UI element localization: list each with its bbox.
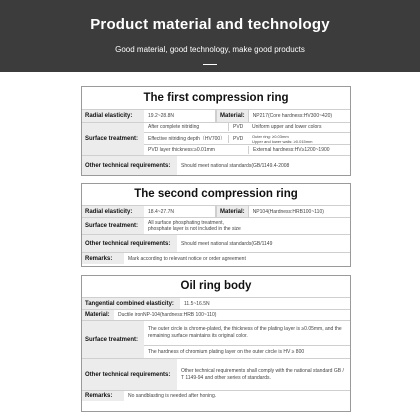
radial-material-row (82, 109, 350, 122)
remarks-row (82, 252, 350, 264)
page-subtitle: Good material, good technology, make good products (115, 45, 305, 54)
material-value: NP217(Core hardness:HV300~420) (252, 113, 333, 119)
other-row (82, 234, 350, 252)
surface-cell: The outer circle is chrome-plated, the thickness of the plating layer is ≥0.05mm, and the remaining surface maintains its original color. (148, 326, 342, 340)
tangential-value: 11.5~16.5N (184, 300, 210, 307)
surface-cell: PVD layer thickness:≥0.01mm (148, 147, 215, 154)
radial-value: 19.2~28.8N (144, 110, 216, 122)
material-label: Material: (216, 206, 249, 217)
surface-row (82, 122, 350, 155)
surface-cell: After complete nitriding (148, 124, 200, 131)
material-row (82, 309, 350, 320)
other-row (82, 155, 350, 175)
other-value: Other technical requirements shall comply with the national standard GB / T 1149-94 and other series of standards. (181, 367, 344, 381)
header-banner (0, 0, 420, 72)
surface-line: phosphate layer is not included in the size (148, 226, 241, 232)
card-title: Oil ring body (180, 280, 252, 292)
remarks-label: Remarks: (82, 391, 124, 401)
surface-label: Surface treatment: (82, 123, 144, 155)
surface-cell (248, 133, 316, 145)
other-label: Other technical requirements: (82, 156, 177, 175)
remarks-row (82, 390, 350, 401)
surface-line: All surface phosphating treatment, (148, 220, 224, 226)
second-compression-ring-card (81, 183, 351, 267)
surface-value (144, 218, 350, 234)
radial-value: 18.4~27.7N (144, 206, 216, 217)
other-label: Other technical requirements: (82, 235, 177, 252)
remarks-value: No sandblasting is needed after honing. (128, 393, 217, 399)
surface-cell: Uniform upper and lower colors (252, 124, 322, 131)
remarks-label: Remarks: (82, 253, 124, 264)
radial-label: Radial elasticity: (82, 206, 144, 217)
header-divider (203, 64, 217, 65)
material-label: Material: (216, 110, 249, 122)
other-row (82, 358, 350, 390)
first-compression-ring-card (81, 86, 351, 176)
radial-material-row (82, 205, 350, 217)
other-label: Other technical requirements: (82, 359, 177, 390)
remarks-value: Mark according to relevant notice or order agreement (128, 255, 246, 262)
other-value: Should meet national standards(GB/1149 (181, 240, 273, 247)
card-title: The second compression ring (134, 188, 298, 200)
radial-label: Radial elasticity: (82, 110, 144, 122)
page-title: Product material and technology (90, 16, 330, 33)
surface-cell-line: Outer ring: ≥0.03mm (252, 133, 289, 139)
oil-ring-body-card (81, 275, 351, 412)
surface-row (82, 217, 350, 234)
tangential-label: Tangential combined elasticity: (82, 298, 180, 309)
surface-cell: External hardness:HV≥1200~1900 (248, 146, 334, 154)
material-label: Material: (82, 310, 114, 320)
card-title: The first compression ring (143, 92, 289, 104)
surface-label: Surface treatment: (82, 218, 144, 234)
tangential-row (82, 297, 350, 309)
surface-cell: PVD (228, 135, 248, 143)
surface-cell: The hardness of chromium plating layer on the outer circle is HV ≥ 800 (148, 349, 305, 356)
material-value: Ductile ironNP-104(hardness:HRB 100~110) (118, 312, 217, 318)
surface-label: Surface treatment: (82, 321, 144, 358)
surface-row (82, 320, 350, 358)
material-value: NP104(Hardness:HRB100~110) (252, 208, 324, 215)
other-value: Should meet national standards(GB/1149.4-2008 (181, 162, 290, 169)
surface-cell-line: Upper and lower walls: ≥0.015mm (252, 138, 313, 144)
surface-cell: Effective nitriding depth（HV700） (148, 136, 226, 142)
surface-cell: PVD (228, 123, 248, 131)
